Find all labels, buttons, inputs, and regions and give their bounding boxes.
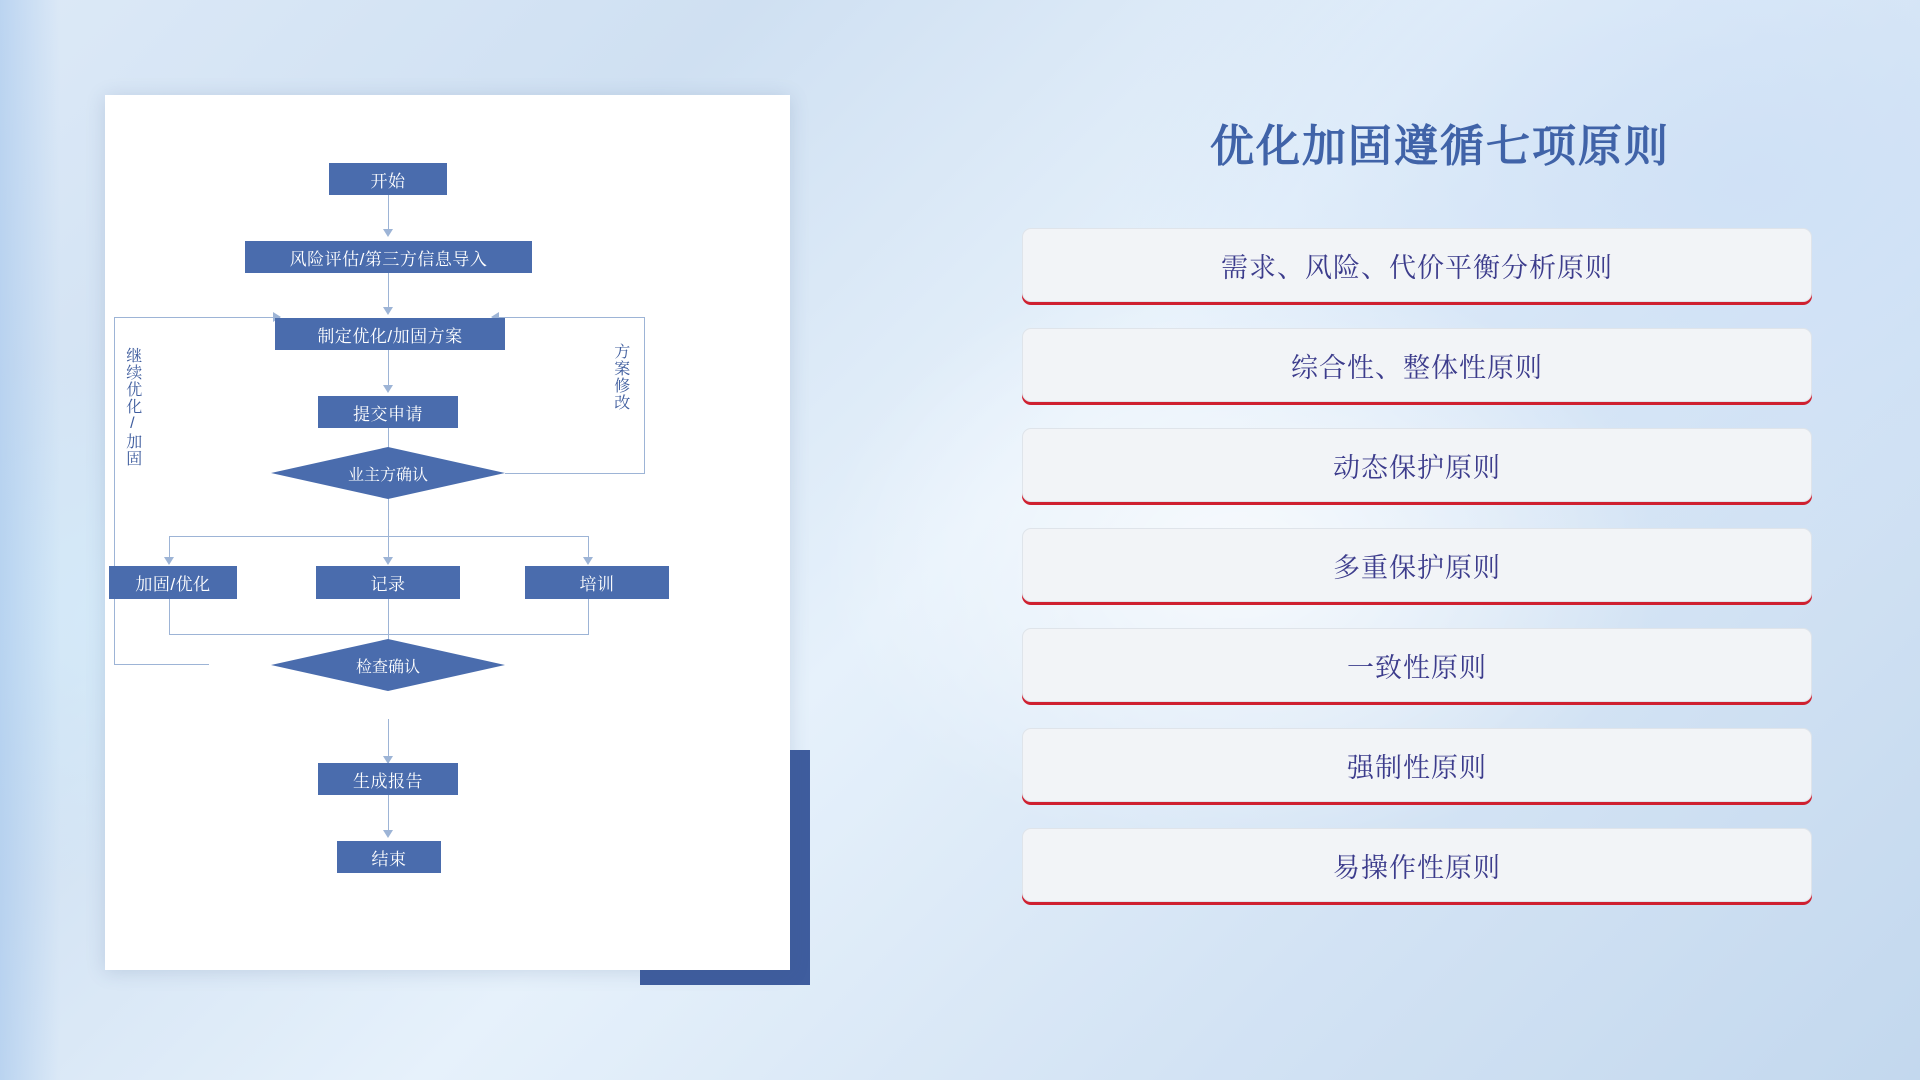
flow-node-record-label: 记录 [370,575,406,594]
flow-node-owner-confirm[interactable] [271,447,505,499]
arrowhead-plan [383,307,393,315]
principle-item-6-label: 强制性原则 [1347,752,1487,783]
flow-node-report-label: 生成报告 [353,771,423,791]
flow-node-risk-assessment[interactable] [245,241,532,273]
flow-node-start[interactable] [329,163,447,195]
principle-item-5[interactable] [1022,628,1812,702]
arrowhead-end [383,830,393,838]
connector-owner-right [505,473,645,474]
flow-node-check-confirm-label: 检查确认 [355,658,420,676]
flow-node-end[interactable] [337,841,441,873]
flow-node-report[interactable] [318,763,458,795]
principles-title: 优化加固遵循七项原则 [1210,122,1670,171]
flow-node-training-label: 培训 [579,575,615,594]
principle-item-1[interactable] [1022,228,1812,302]
arrowhead-record [383,557,393,565]
flow-node-owner-confirm-label: 业主方确认 [347,466,428,484]
principle-item-1-label: 需求、风险、代价平衡分析原则 [1221,252,1613,283]
connector-left-loop-top [114,317,280,318]
flow-node-reinforce-label: 加固/优化 [135,575,211,594]
connector-right-up [644,317,645,474]
connector-merge-bus [169,634,589,635]
principle-item-4[interactable] [1022,528,1812,602]
flow-node-plan-label: 制定优化/加固方案 [317,326,463,346]
flowchart-card [105,95,790,970]
principle-item-6[interactable] [1022,728,1812,802]
flow-node-training[interactable] [525,566,669,599]
connector-right-to-plan [497,317,645,318]
flow-node-end-label: 结束 [371,849,407,869]
connector-reinforce-down [169,599,170,635]
flow-node-record[interactable] [316,566,460,599]
connector-plan-submit [388,348,389,390]
arrowhead-submit [383,385,393,393]
connector-training-down [588,599,589,635]
connector-owner-down [388,497,389,537]
flow-node-risk-assessment-label: 风险评估/第三方信息导入 [289,249,488,269]
flow-node-submit-label: 提交申请 [353,404,423,424]
flow-node-check-confirm[interactable] [271,639,505,691]
edge-label-plan-revision: 方案修改 [611,343,629,411]
principle-item-3-label: 动态保护原则 [1333,452,1501,483]
principle-item-3[interactable] [1022,428,1812,502]
flowchart-canvas [105,95,790,970]
arrowhead-training [583,557,593,565]
connector-branch-bus [169,536,589,537]
connector-start-risk [388,193,389,233]
connector-risk-plan [388,271,389,312]
connector-report-end [388,795,389,835]
flow-node-reinforce[interactable] [109,566,237,599]
edge-label-continue-optimize: 继续优化/加固 [123,347,141,467]
principle-item-5-label: 一致性原则 [1347,652,1487,683]
flow-node-plan[interactable] [275,318,505,350]
arrowhead-risk [383,229,393,237]
connector-left-loop-vertical [114,317,115,665]
principle-item-2-label: 综合性、整体性原则 [1291,352,1543,383]
flow-node-submit[interactable] [318,396,458,428]
principles-list [1022,228,1812,928]
principle-item-4-label: 多重保护原则 [1333,552,1501,583]
principle-item-7[interactable] [1022,828,1812,902]
principle-item-7-label: 易操作性原则 [1333,852,1501,883]
principle-item-2[interactable] [1022,328,1812,402]
arrowhead-reinforce [164,557,174,565]
connector-left-loop-bottom [114,664,209,665]
flow-node-start-label: 开始 [370,171,406,191]
